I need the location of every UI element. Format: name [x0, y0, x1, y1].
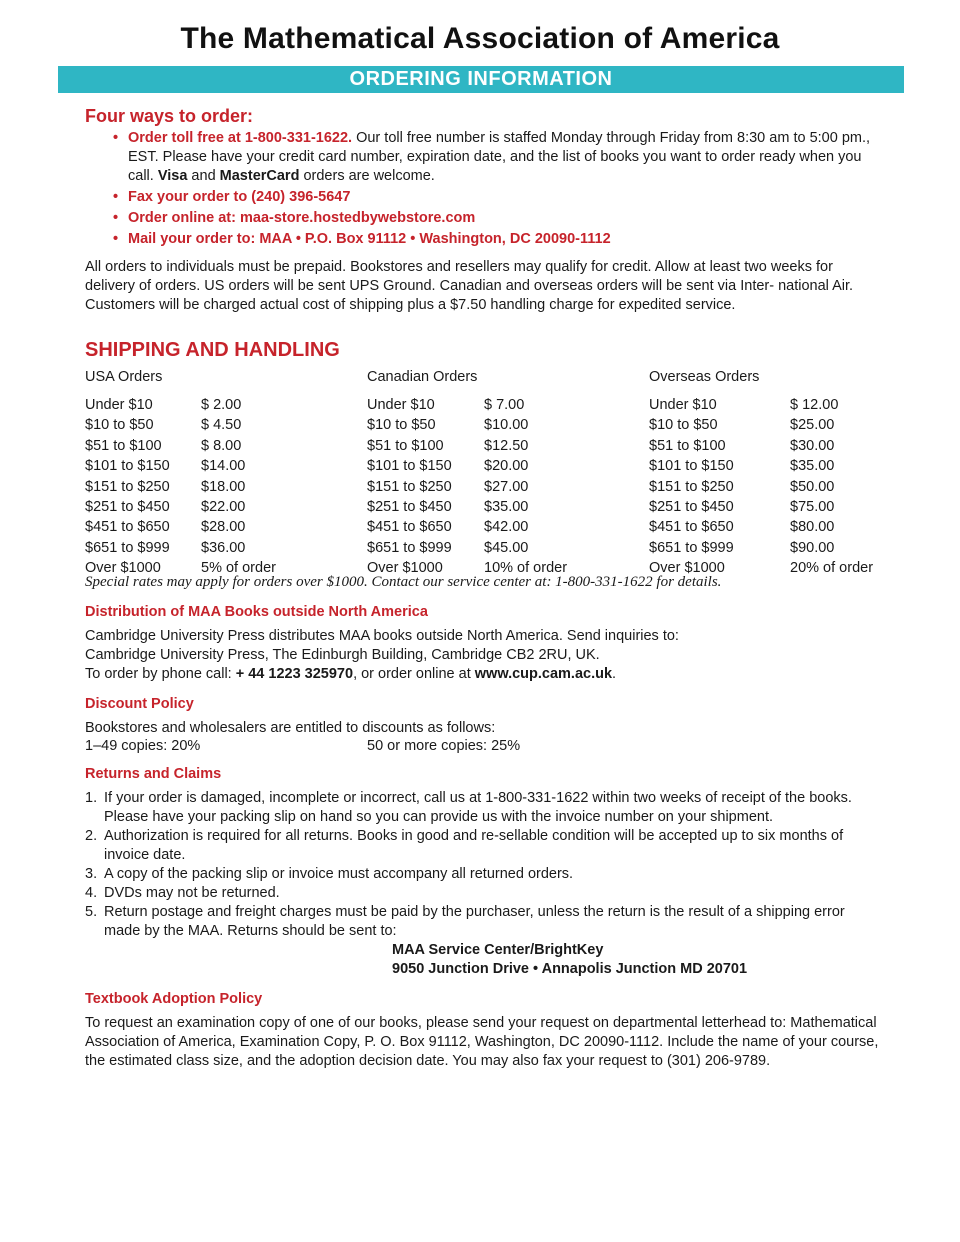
- returns-item-num: 4.: [85, 885, 98, 901]
- shipping-row: [85, 415, 276, 435]
- shipping-range: Over $1000: [85, 560, 161, 577]
- distribution-heading: Distribution of MAA Books outside North America: [85, 604, 428, 620]
- distribution-phone: + 44 1223 325970: [235, 666, 354, 682]
- cards-and: and: [187, 168, 220, 184]
- returns-item: [85, 865, 885, 884]
- shipping-row: [649, 558, 873, 578]
- shipping-range: $10 to $50: [367, 417, 436, 434]
- returns-item: [85, 827, 885, 865]
- shipping-row: [367, 558, 567, 578]
- returns-item: [85, 789, 885, 827]
- shipping-row: [649, 538, 873, 558]
- shipping-charge: $36.00: [201, 539, 246, 556]
- shipping-row: [85, 517, 276, 537]
- discount-tier-1: 1–49 copies: 20%: [85, 738, 201, 754]
- discount-tiers: [85, 738, 885, 754]
- shipping-charge: $80.00: [790, 519, 835, 536]
- way-phone-text: Our toll free number is staffed Monday through Friday from 8:30 am to 5:00 pm., EST. Please have your credit card number, expiration date, and the list of books you want to order ready when you call.: [128, 130, 871, 184]
- shipping-row: [649, 497, 873, 517]
- section-banner: ORDERING INFORMATION: [58, 66, 904, 93]
- shipping-row: [367, 477, 567, 497]
- returns-heading: Returns and Claims: [85, 766, 222, 782]
- shipping-range: $10 to $50: [85, 417, 154, 434]
- returns-item: [85, 903, 885, 941]
- shipping-range: $651 to $999: [649, 539, 734, 556]
- ways-list: [85, 129, 885, 249]
- returns-item-num: 3.: [85, 866, 98, 882]
- shipping-range: $451 to $650: [649, 519, 734, 536]
- prepaid-paragraph: All orders to individuals must be prepaid. Bookstores and resellers may qualify for credit. Allow at least two weeks for delivery of orders. US orders will be sent UPS Ground. Canadian and overseas orders will be sent via Inter- national Air. Customers will be charged actual cost of shipping plus a $7.50 handling charge for expedited service.: [85, 259, 854, 313]
- shipping-charge: $42.00: [484, 519, 529, 536]
- shipping-range: Under $10: [367, 397, 435, 413]
- distribution-line2: Cambridge University Press, The Edinburgh Building, Cambridge CB2 2RU, UK.: [85, 647, 600, 663]
- shipping-charge: $27.00: [484, 478, 529, 495]
- shipping-charge: $45.00: [484, 539, 529, 556]
- returns-item-num: 1.: [85, 790, 98, 806]
- shipping-range: $651 to $999: [85, 539, 170, 556]
- shipping-row: [367, 436, 567, 456]
- shipping-range: $251 to $450: [649, 499, 734, 516]
- shipping-row: [649, 517, 873, 537]
- shipping-charge: $35.00: [484, 499, 529, 516]
- shipping-row: [367, 538, 567, 558]
- shipping-row: [85, 395, 276, 415]
- shipping-range: $451 to $650: [367, 519, 452, 536]
- shipping-range: Under $10: [85, 397, 153, 413]
- shipping-charge: $25.00: [790, 417, 835, 434]
- shipping-row: [649, 395, 873, 415]
- distribution-online-label: , or order online at: [353, 666, 475, 682]
- way-fax: [113, 188, 885, 207]
- shipping-row: [367, 415, 567, 435]
- distribution-phone-label: To order by phone call:: [85, 666, 236, 682]
- shipping-range: $51 to $100: [367, 437, 444, 454]
- content: [85, 106, 885, 1071]
- shipping-charge: $ 7.00: [484, 397, 525, 413]
- shipping-row: [367, 517, 567, 537]
- shipping-col-overseas: [649, 368, 873, 579]
- shipping-charge: $20.00: [484, 458, 529, 475]
- page-title: The Mathematical Association of America: [180, 22, 780, 55]
- shipping-rows: [649, 395, 873, 579]
- shipping-table: [85, 368, 885, 577]
- textbook-body: To request an examination copy of one of our books, please send your request on departmental letterhead to: Mathematical Association of America, Examination Copy, P. O. Box 91112, Washington, DC 20090-1112. Include the name of your course, the estimated class size, and the adoption decision date. You may also fax your request to (301) 206-9789.: [85, 1015, 879, 1069]
- returns-item-text: A copy of the packing slip or invoice must accompany all returned orders.: [104, 866, 574, 882]
- discount-heading: Discount Policy: [85, 696, 194, 712]
- cards-tail: orders are welcome.: [299, 168, 435, 184]
- shipping-charge: $14.00: [201, 458, 246, 475]
- shipping-charge: $28.00: [201, 519, 246, 536]
- way-fax-text: Fax your order to (240) 396-5647: [128, 189, 351, 205]
- shipping-charge: 20% of order: [790, 560, 874, 577]
- shipping-col-usa: [85, 368, 276, 579]
- col-title: Overseas Orders: [649, 369, 760, 385]
- shipping-charge: $50.00: [790, 478, 835, 495]
- shipping-range: $101 to $150: [649, 458, 734, 475]
- shipping-range: $10 to $50: [649, 417, 718, 434]
- shipping-range: Over $1000: [367, 560, 443, 577]
- shipping-row: [85, 436, 276, 456]
- shipping-range: $451 to $650: [85, 519, 170, 536]
- distribution-period: .: [612, 666, 617, 682]
- shipping-range: $651 to $999: [367, 539, 452, 556]
- returns-address-line2: 9050 Junction Drive • Annapolis Junction MD 20701: [392, 961, 748, 977]
- shipping-row: [85, 497, 276, 517]
- shipping-charge: 10% of order: [484, 560, 568, 577]
- shipping-charge: $12.50: [484, 437, 529, 454]
- shipping-range: $251 to $450: [367, 499, 452, 516]
- shipping-charge: $35.00: [790, 458, 835, 475]
- shipping-charge: $75.00: [790, 499, 835, 516]
- shipping-row: [367, 395, 567, 415]
- shipping-charge: $ 12.00: [790, 397, 839, 413]
- shipping-charge: 5% of order: [201, 560, 276, 577]
- shipping-row: [649, 415, 873, 435]
- shipping-range: $151 to $250: [649, 478, 734, 495]
- shipping-row: [85, 477, 276, 497]
- shipping-range: $101 to $150: [85, 458, 170, 475]
- returns-item-text: DVDs may not be returned.: [104, 885, 280, 901]
- returns-item-text: Authorization is required for all returns. Books in good and re-sellable condition will be accepted up to six months of invoice date.: [104, 828, 844, 863]
- special-rates-note: Special rates may apply for orders over $1000. Contact our service center at: 1-800-331-1622 for details.: [85, 574, 722, 590]
- way-mail-text: Mail your order to: MAA • P.O. Box 91112 • Washington, DC 20090-1112: [128, 231, 611, 247]
- shipping-charge: $ 4.50: [201, 417, 242, 434]
- returns-item-num: 2.: [85, 828, 98, 844]
- ways-heading: Four ways to order:: [85, 106, 254, 126]
- shipping-charge: $22.00: [201, 499, 246, 516]
- distribution-line1: Cambridge University Press distributes MAA books outside North America. Send inquiries to:: [85, 628, 679, 644]
- shipping-range: $51 to $100: [649, 437, 726, 454]
- shipping-range: $151 to $250: [367, 478, 452, 495]
- discount-intro: Bookstores and wholesalers are entitled to discounts as follows:: [85, 720, 496, 736]
- textbook-heading: Textbook Adoption Policy: [85, 991, 263, 1007]
- shipping-row: [85, 456, 276, 476]
- shipping-charge: $ 8.00: [201, 437, 242, 454]
- shipping-range: $251 to $450: [85, 499, 170, 516]
- discount-tier-2: 50 or more copies: 25%: [367, 738, 521, 754]
- shipping-rows: [85, 395, 276, 579]
- col-title: Canadian Orders: [367, 369, 478, 385]
- returns-address-line1: MAA Service Center/BrightKey: [392, 942, 604, 958]
- shipping-row: [649, 456, 873, 476]
- shipping-charge: $18.00: [201, 478, 246, 495]
- shipping-row: [649, 436, 873, 456]
- shipping-charge: $90.00: [790, 539, 835, 556]
- way-phone: [113, 129, 885, 186]
- shipping-row: [367, 497, 567, 517]
- returns-address: [85, 941, 885, 979]
- shipping-charge: $10.00: [484, 417, 529, 434]
- way-phone-lead: Order toll free at 1-800-331-1622.: [128, 130, 353, 146]
- shipping-row: [649, 477, 873, 497]
- shipping-row: [85, 558, 276, 578]
- way-mail: [113, 230, 885, 249]
- returns-item-text: Return postage and freight charges must be paid by the purchaser, unless the return is the result of a shipping error made by the MAA. Returns should be sent to:: [104, 904, 845, 939]
- way-online[interactable]: [113, 209, 885, 228]
- returns-item-text: If your order is damaged, incomplete or incorrect, call us at 1-800-331-1622 within two weeks of receipt of the books. Please have your packing slip on hand so you can provide us with the invoice number on your shipment.: [104, 790, 852, 825]
- shipping-rows: [367, 395, 567, 579]
- card-mastercard: MasterCard: [219, 168, 300, 184]
- shipping-charge: $30.00: [790, 437, 835, 454]
- returns-item-num: 5.: [85, 904, 98, 920]
- returns-item: [85, 884, 885, 903]
- way-online-text[interactable]: Order online at: maa-store.hostedbywebstore.com: [128, 210, 476, 226]
- shipping-row: [367, 456, 567, 476]
- card-visa: Visa: [157, 168, 188, 184]
- shipping-range: $151 to $250: [85, 478, 170, 495]
- returns-list: [85, 789, 885, 941]
- col-title: USA Orders: [85, 369, 163, 385]
- distribution-line3: [85, 665, 885, 684]
- shipping-range: Under $10: [649, 397, 717, 413]
- shipping-row: [85, 538, 276, 558]
- shipping-range: Over $1000: [649, 560, 725, 577]
- shipping-heading: SHIPPING AND HANDLING: [85, 339, 340, 361]
- shipping-col-canada: [367, 368, 567, 579]
- distribution-url[interactable]: www.cup.cam.ac.uk: [474, 666, 613, 682]
- shipping-range: $101 to $150: [367, 458, 452, 475]
- shipping-range: $51 to $100: [85, 437, 162, 454]
- shipping-charge: $ 2.00: [201, 397, 242, 413]
